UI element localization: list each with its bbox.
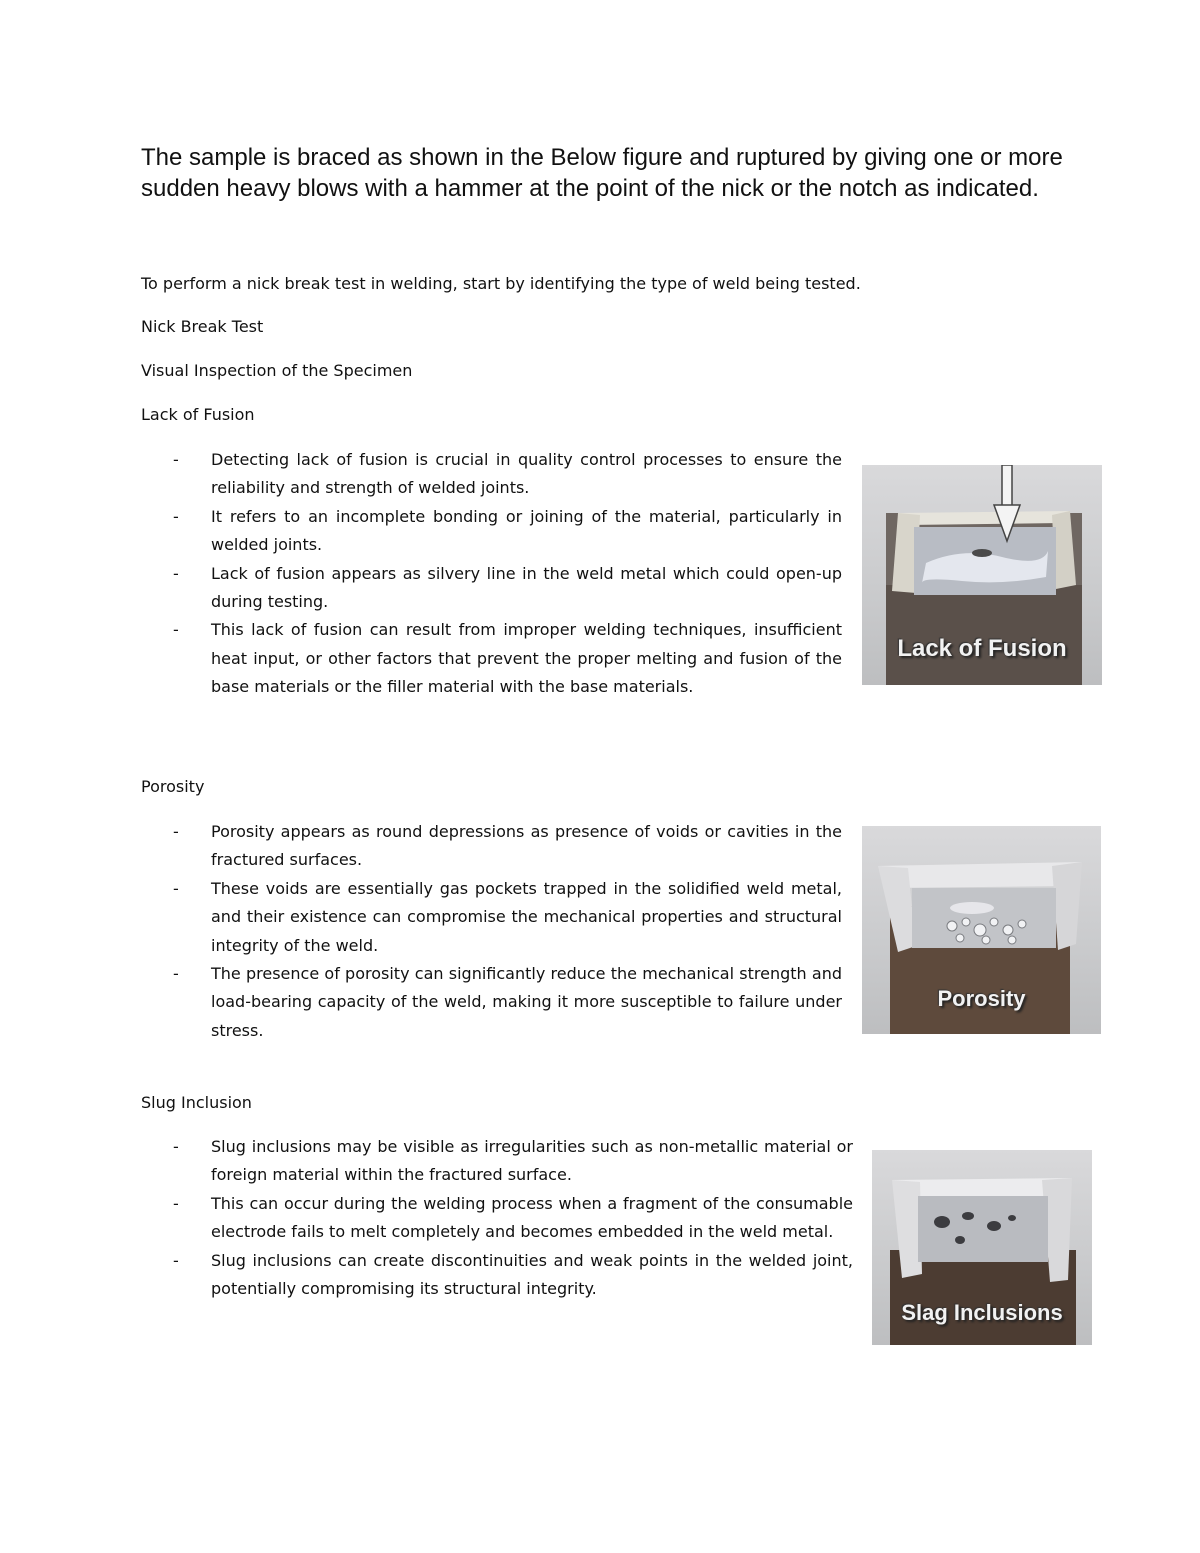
bullet-dash: - — [173, 450, 179, 469]
bullet-dash: - — [173, 822, 179, 841]
photo-caption: Porosity — [937, 986, 1026, 1011]
bullet-dash: - — [173, 1250, 179, 1270]
section-title-slug-inclusion: Slug Inclusion — [141, 1093, 252, 1112]
list-item: - These voids are essentially gas pockets trapped in the solidified weld metal, and their existence can compromise the mechanical properties and structural integrity of the weld. — [141, 875, 842, 960]
section-title-porosity: Porosity — [141, 777, 205, 796]
heading-nick-break-test: Nick Break Test — [141, 317, 264, 336]
bullet-dash: - — [173, 506, 179, 526]
bullet-dash: - — [173, 1193, 179, 1213]
photo-caption: Lack of Fusion — [897, 635, 1067, 662]
bullet-dash: - — [173, 878, 179, 898]
bullet-dash: - — [173, 563, 179, 583]
list-item: - Lack of fusion appears as silvery line in the weld metal which could open-up during testing. — [141, 560, 842, 617]
slag-inclusions-photo — [872, 1150, 1092, 1345]
list-item: - Porosity appears as round depressions as presence of voids or cavities in the fractured surfaces. — [141, 818, 842, 875]
lack-of-fusion-photo — [862, 465, 1102, 685]
photo-caption: Slag Inclusions — [901, 1300, 1063, 1325]
bullet-dash: - — [173, 1137, 179, 1156]
list-item: - This lack of fusion can result from improper welding techniques, insufficient heat input, or other factors that prevent the proper melting and fusion of the base materials or the filler material with the base materials. — [141, 616, 842, 701]
list-item: - Slug inclusions may be visible as irregularities such as non-metallic material or foreign material within the fractured surface. — [141, 1133, 853, 1190]
section-title-lack-of-fusion: Lack of Fusion — [141, 405, 255, 424]
list-item: - Detecting lack of fusion is crucial in quality control processes to ensure the reliability and strength of welded joints. — [141, 446, 842, 503]
list-item: - This can occur during the welding process when a fragment of the consumable electrode fails to melt completely and becomes embedded in the weld metal. — [141, 1190, 853, 1247]
procedure-text: To perform a nick break test in welding, start by identifying the type of weld being tested. — [141, 274, 861, 293]
lack-of-fusion-list — [141, 446, 842, 702]
list-item: - Slug inclusions can create discontinuities and weak points in the welded joint, potentially compromising its structural integrity. — [141, 1247, 853, 1304]
porosity-photo — [862, 826, 1101, 1034]
bullet-dash: - — [173, 964, 179, 984]
list-item: - It refers to an incomplete bonding or joining of the material, particularly in welded joints. — [141, 503, 842, 560]
heading-visual-inspection: Visual Inspection of the Specimen — [141, 361, 413, 380]
bullet-dash: - — [173, 620, 179, 640]
list-item: - The presence of porosity can significantly reduce the mechanical strength and load-bearing capacity of the weld, making it more susceptible to failure under stress. — [141, 960, 842, 1045]
intro-paragraph: The sample is braced as shown in the Below figure and ruptured by giving one or more sudden heavy blows with a hammer at the point of the nick or the notch as indicated. — [141, 144, 1063, 202]
slug-inclusion-list — [141, 1133, 853, 1303]
porosity-list — [141, 818, 842, 1045]
